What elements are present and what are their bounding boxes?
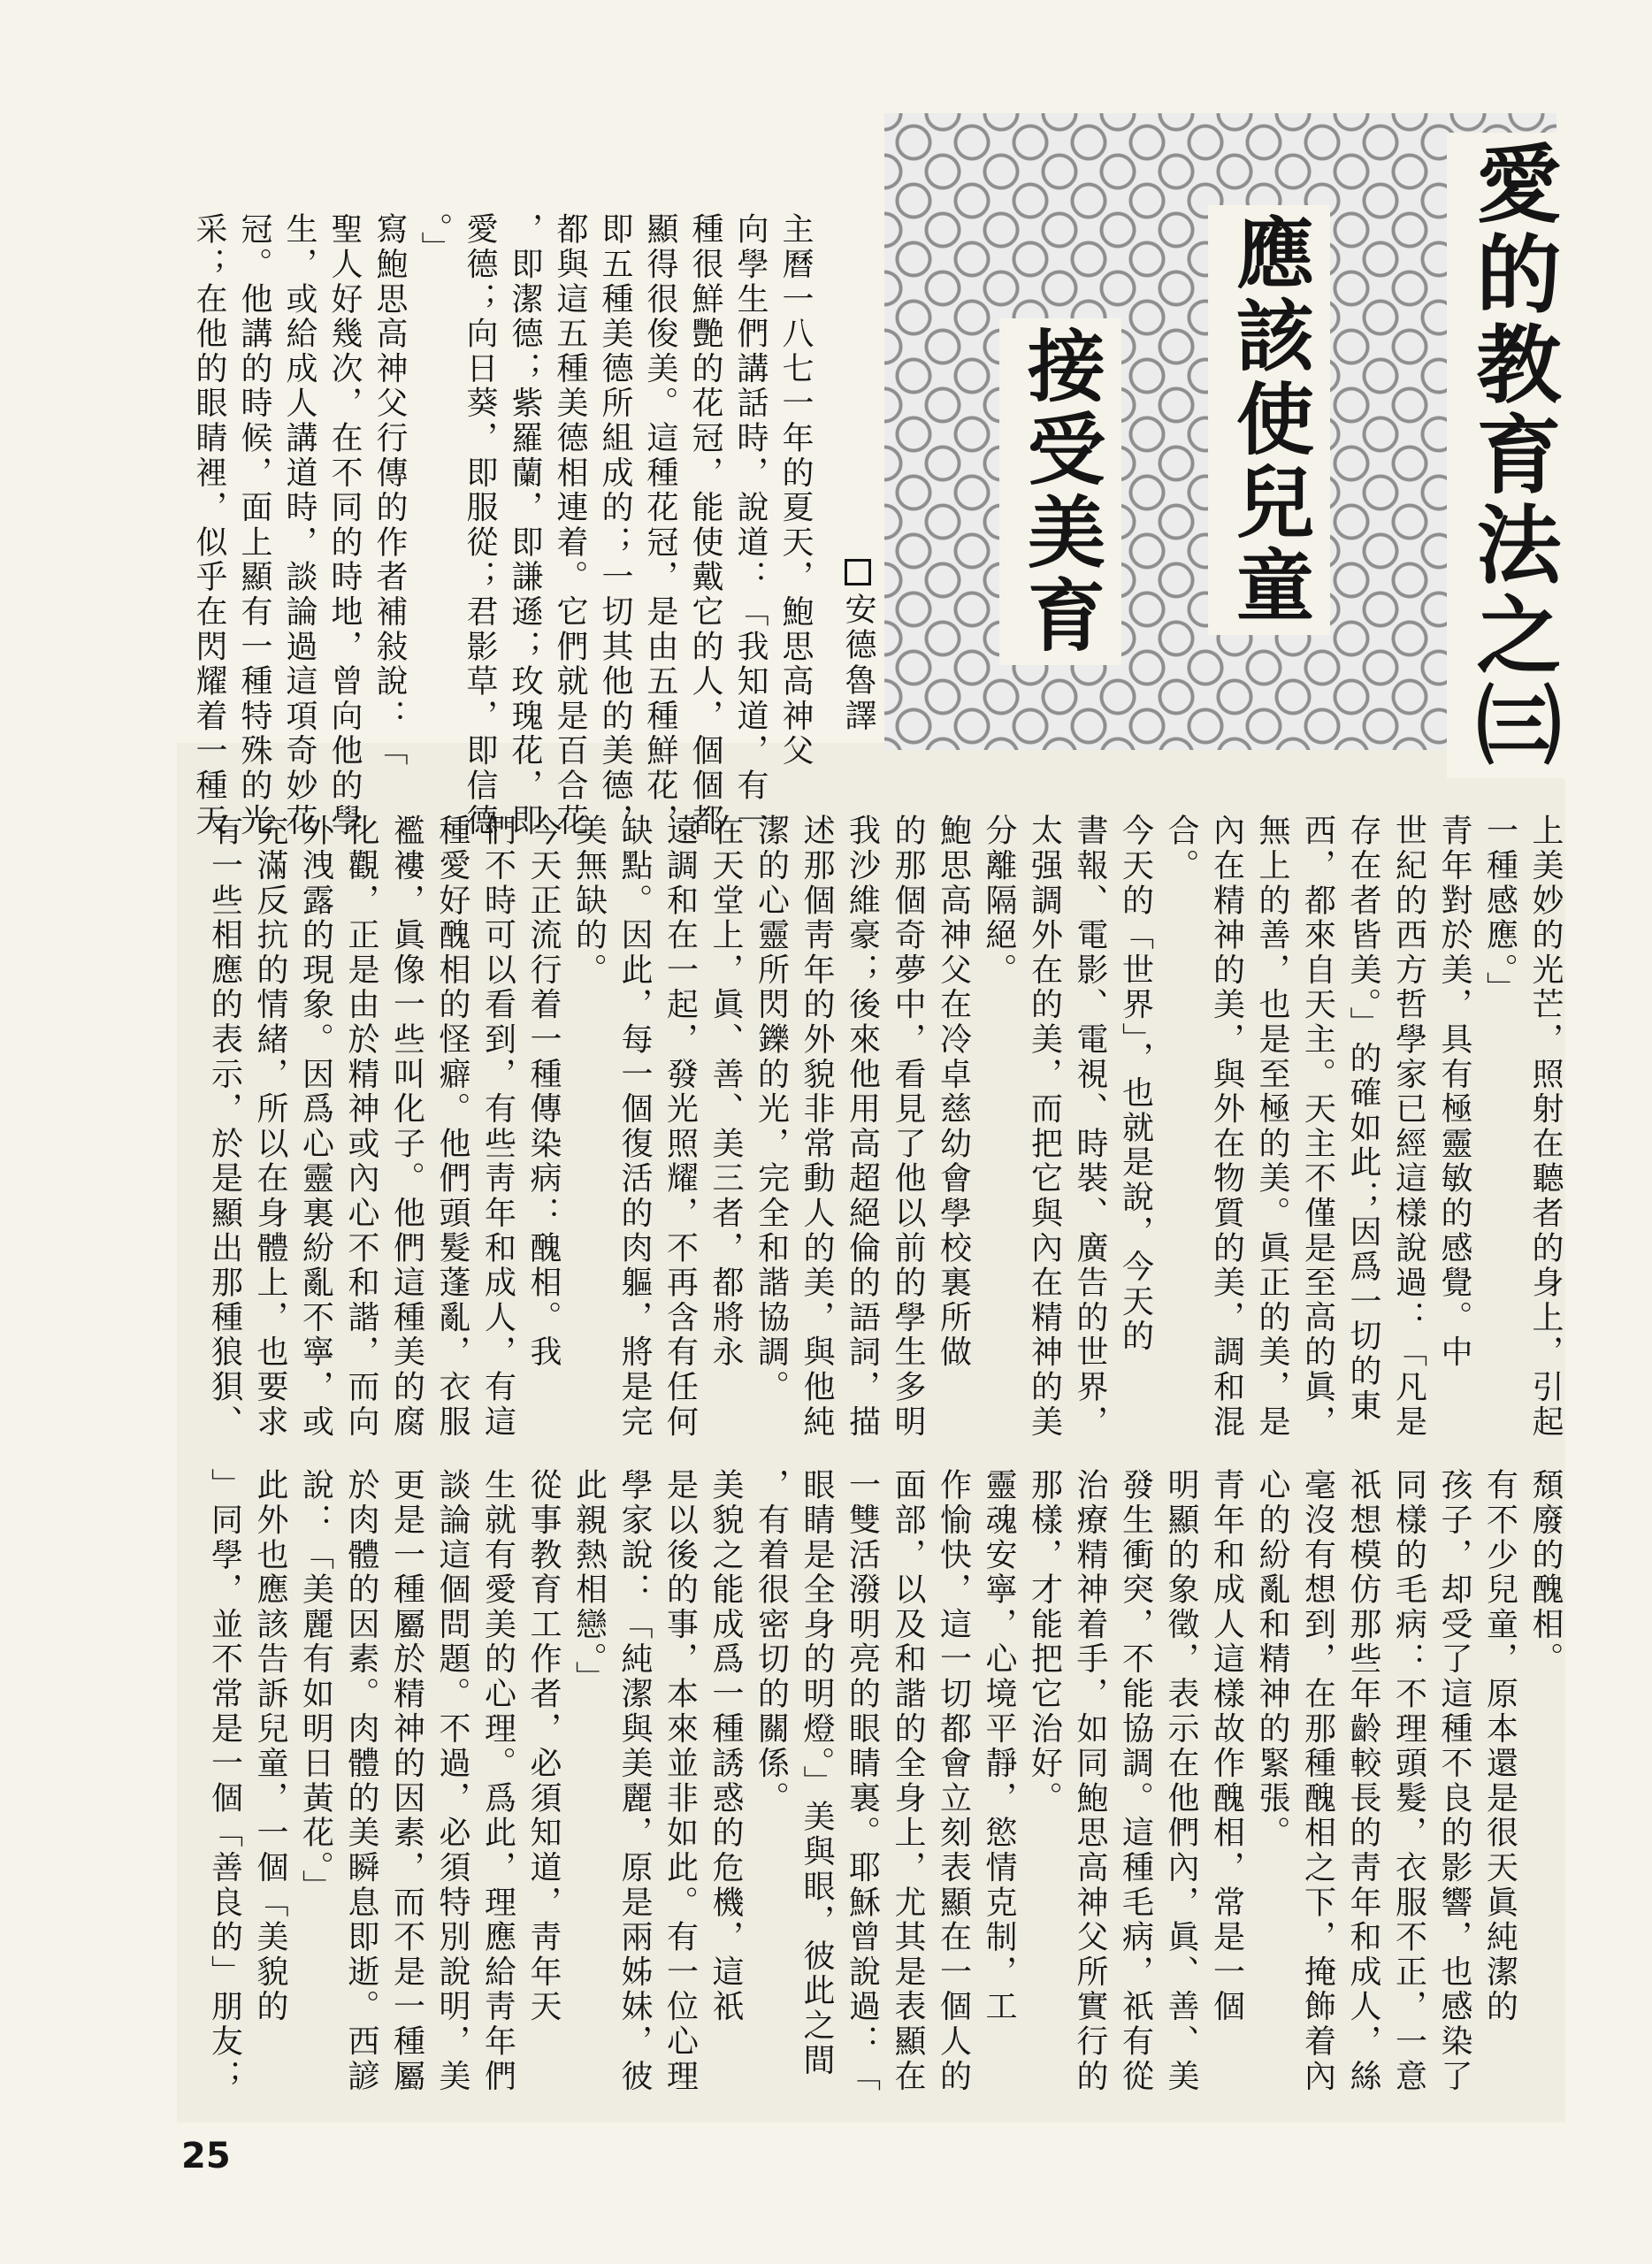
text-column: 毫沒有想到，在那種醜相之下，掩飾着內 [1299, 1468, 1336, 2094]
text-column: 書報、電影、電視、時裝、廣告的世界， [1072, 814, 1108, 1440]
text-column: 說：「美麗有如明日黃花。」 [297, 1468, 334, 1904]
text-column: 明顯的象徵，表示在他們內，眞、善、美 [1163, 1468, 1199, 2094]
text-column: ，有着很密切的關係。 [753, 1468, 790, 1816]
text-column: 充滿反抗的情緒，所以在身體上，也要求 [252, 814, 288, 1440]
text-column: 采；在他的眼睛裡，似乎在閃耀着一種天 [191, 212, 227, 838]
author-box-icon [845, 559, 871, 585]
text-column: 今天正流行着一種傳染病：醜相。我 [525, 814, 562, 1370]
text-column: 此外也應該告訴兒童，一個「美貌的 [252, 1468, 288, 2024]
text-column: 述那個靑年的外貌非常動人的美，與他純 [799, 814, 835, 1440]
text-column: 是以後的事，本來並非如此。有一位心理 [662, 1468, 699, 2094]
text-column: 無上的善，也是至極的美。眞正的美，是 [1254, 814, 1290, 1440]
text-column: 主曆一八七一年的夏天，鮑思高神父 [777, 212, 814, 769]
text-column: 發生衝突，不能協調。這種毛病，祇有從 [1117, 1468, 1154, 2094]
text-column: 分離隔絕。 [981, 814, 1017, 988]
text-column: 生就有愛美的心理。爲此，理應給靑年們 [479, 1468, 516, 2094]
text-column: 合。 [1163, 814, 1199, 883]
title-line-2: 應該使兒童 [1208, 205, 1330, 635]
page-number: 25 [181, 2136, 231, 2176]
text-column: 寫鮑思高神父行傳的作者補敍說：「 [371, 212, 408, 769]
text-column: 世紀的西方哲學家已經這樣說過：「凡是 [1390, 814, 1427, 1440]
text-column: 從事教育工作者，必須知道，靑年天 [525, 1468, 562, 2024]
text-column: 祇想模仿那些年齡較長的靑年和成人，絲 [1345, 1468, 1381, 2094]
text-column: 靈魂安寧，心境平靜，慾情克制，工 [981, 1468, 1017, 2024]
text-column: 一種感應。」 [1481, 814, 1518, 1006]
text-column: 們不時可以看到，有些靑年和成人，有這 [479, 814, 516, 1440]
text-column: 那樣，才能把它治好。 [1026, 1468, 1063, 1816]
text-column: 學家說：「純潔與美麗，原是兩姊妹，彼 [616, 1468, 653, 2094]
text-column: 作愉快，這一切都會立刻表顯在一個人的 [935, 1468, 972, 2094]
text-column: 冠。他講的時候，面上顯有一種特殊的光 [236, 212, 272, 838]
text-column: 眼睛是全身的明燈。」美與眼，彼此之間 [799, 1468, 835, 2078]
text-column: 化觀，正是由於精神或內心不和諧，而向 [343, 814, 379, 1440]
text-column: 頹廢的醜相。 [1527, 1468, 1564, 1677]
text-column: 襤褸，眞像一些叫化子。他們這種美的腐 [388, 814, 425, 1440]
text-column: 種愛好醜相的怪癖。他們頭髮蓬亂，衣服 [434, 814, 470, 1440]
text-column: 在天堂上，眞、善、美三者，都將永 [707, 814, 744, 1370]
text-column: 治療精神着手，如同鮑思高神父所實行的 [1072, 1468, 1108, 2094]
text-column: 存在者皆美。」的確如此；因爲一切的東 [1345, 814, 1381, 1424]
text-column: 顯得很俊美。這種花冠，是由五種鮮花， [642, 212, 678, 838]
text-column: 同樣的毛病：不理頭髮，衣服不正，一意 [1390, 1468, 1427, 2094]
text-column: 心的紛亂和精神的緊張。 [1254, 1468, 1290, 1851]
title-line-3: 接受美育 [999, 318, 1121, 665]
text-column: 美貌之能成爲一種誘惑的危機，這祇 [707, 1468, 744, 2024]
text-column: 於肉體的因素。肉體的美瞬息即逝。西諺 [343, 1468, 379, 2094]
text-column: 談論這個問題。不過，必須特別說明，美 [434, 1468, 470, 2094]
text-column: 都與這五種美德相連着。它們就是百合花 [552, 212, 588, 838]
text-column: 鮑思高神父在冷卓慈幼會學校裏所做 [935, 814, 972, 1370]
text-column: 一雙活潑明亮的眼睛裏。耶穌曾說過：「 [844, 1468, 881, 2094]
text-column: 遠調和在一起，發光照耀，不再含有任何 [662, 814, 699, 1440]
text-column: 潔的心靈所閃鑠的光，完全和諧協調。 [753, 814, 790, 1405]
text-column: 的那個奇夢中，看見了他以前的學生多明 [890, 814, 926, 1440]
text-column: 太强調外在的美，而把它與內在精神的美 [1026, 814, 1063, 1440]
text-column: 內在精神的美，與外在物質的美，調和混 [1208, 814, 1245, 1440]
text-column: 外洩露的現象。因爲心靈裏紛亂不寧，或 [297, 814, 334, 1440]
title-line-1: 愛的教育法之㈢ [1447, 133, 1579, 778]
text-column: ，即潔德；紫羅蘭，即謙遜；玫瑰花，即 [507, 212, 543, 838]
text-column: 今天的「世界」，也就是說，今天的 [1117, 814, 1154, 1354]
text-column: 生，或給成人講道時，談論過這項奇妙花 [281, 212, 317, 838]
text-column: 有一些相應的表示，於是顯出那種狼狽、 [206, 814, 243, 1440]
author-name: 安德魯譯 [840, 593, 876, 734]
text-column: 愛德；向日葵，即服從；君影草，即信德 [462, 212, 498, 838]
text-column: 我沙維豪；後來他用高超絕倫的語詞，描 [844, 814, 881, 1440]
text-column: 更是一種屬於精神的因素，而不是一種屬 [388, 1468, 425, 2094]
text-column: 」同學，並不常是一個「善良的」朋友； [206, 1468, 243, 2094]
text-column: 種很鮮艷的花冠，能使戴它的人，個個都 [687, 212, 723, 838]
text-column: 即五種美德所組成的；一切其他的美德， [597, 212, 633, 838]
text-column: 此親熱相戀。」 [570, 1468, 608, 1696]
text-column: 青年和成人這樣故作醜相，常是一個 [1208, 1468, 1245, 2024]
text-column: 青年對於美，具有極靈敏的感覺。中 [1436, 814, 1472, 1370]
text-column: 向學生們講話時，說道：「我知道，有一 [732, 212, 769, 838]
text-column: 。」 [417, 212, 453, 266]
text-column: 面部，以及和諧的全身上，尤其是表顯在 [890, 1468, 926, 2094]
author-credit [836, 559, 881, 734]
text-column: 上美妙的光芒，照射在聽者的身上，引起 [1527, 814, 1564, 1440]
text-column: 聖人好幾次，在不同的時地，曾向他的學 [326, 212, 363, 838]
text-column: 孩子，却受了這種不良的影響，也感染了 [1436, 1468, 1472, 2094]
text-column: 缺點。因此，每一個復活的肉軀，將是完 [616, 814, 653, 1440]
text-column: 西，都來自天主。天主不僅是至高的眞， [1299, 814, 1336, 1440]
text-column: 有不少兒童，原本還是很天眞純潔的 [1481, 1468, 1518, 2024]
text-column: 美無缺的。 [570, 814, 608, 988]
